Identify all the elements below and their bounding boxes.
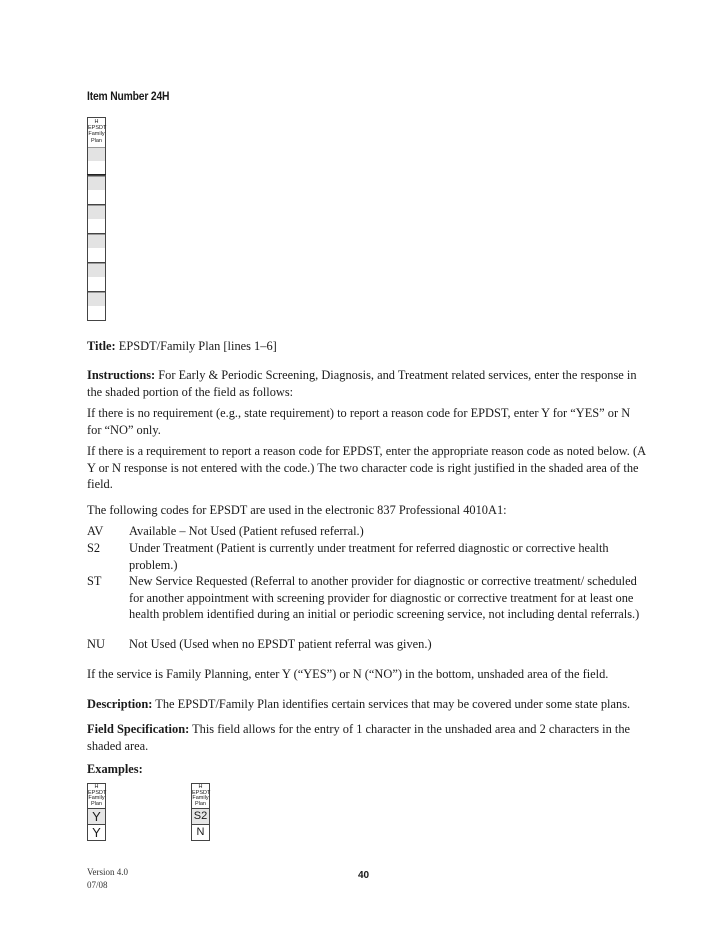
epsdt-field-column <box>87 117 106 321</box>
code-key: NU <box>87 637 105 651</box>
codes-intro: The following codes for EPSDT are used in the electronic 837 Professional 4010A1: <box>87 503 507 517</box>
field-line-4[interactable] <box>87 234 106 263</box>
examples-label: Examples: <box>87 762 143 776</box>
field-header: H EPSDT Family Plan <box>87 117 106 147</box>
code-key: ST <box>87 574 102 588</box>
field-line-5[interactable] <box>87 263 106 292</box>
field-divider-mark <box>87 174 106 175</box>
code-key: AV <box>87 524 104 538</box>
instructions-paragraph: Instructions: For Early & Periodic Screening, Diagnosis, and Treatment related services, enter the response in the shaded portion of the field as follows: <box>87 368 637 399</box>
example-header: H EPSDT Family Plan <box>191 783 210 809</box>
field-line-2[interactable] <box>87 176 106 205</box>
code-key: S2 <box>87 541 101 555</box>
example-field-yes <box>87 783 106 841</box>
instructions-requirement: If there is a requirement to report a reason code for EPDST, enter the appropriate reason code as noted below. (A Y or N response is not entered with the code.) The two character code is right justified in the shaded area of the field. <box>87 444 646 491</box>
footer-date: 07/08 <box>87 880 108 890</box>
page-number: 40 <box>358 870 370 881</box>
description-paragraph: Description: The EPSDT/Family Plan identifies certain services that may be covered under some state plans. <box>87 697 631 711</box>
instructions-no-requirement: If there is no requirement (e.g., state requirement) to report a reason code for EPDST, enter Y for “YES” or N for “NO” only. <box>87 406 631 437</box>
code-description: Not Used (Used when no EPSDT patient referral was given.) <box>129 637 432 651</box>
code-description: Under Treatment (Patient is currently under treatment for referred diagnostic or corrective health problem.) <box>129 541 609 572</box>
code-description: Available – Not Used (Patient refused referral.) <box>129 524 364 538</box>
item-number-heading: Item Number 24H <box>87 89 170 103</box>
example-unshaded-value: Y <box>87 825 106 841</box>
field-spec-paragraph: Field Specification: This field allows for the entry of 1 character in the unshaded area and 2 characters in the shaded area. <box>87 722 631 753</box>
example-header: H EPSDT Family Plan <box>87 783 106 809</box>
example-field-s2 <box>191 783 210 841</box>
code-description: New Service Requested (Referral to another provider for diagnostic or corrective treatment/ scheduled for another appointment with screening provider for diagnostic or corrective treatment for at least one health problem identified during an initial or periodic screening service, not including dental referrals.) <box>129 574 640 621</box>
field-line-1[interactable] <box>87 147 106 176</box>
field-line-6[interactable] <box>87 292 106 321</box>
example-shaded-value: Y <box>87 809 106 825</box>
example-unshaded-value: N <box>191 825 210 841</box>
family-planning-paragraph: If the service is Family Planning, enter Y (“YES”) or N (“NO”) in the bottom, unshaded area of the field. <box>87 667 609 681</box>
field-line-3[interactable] <box>87 205 106 234</box>
footer-version: Version 4.0 <box>87 867 128 877</box>
example-shaded-value: S2 <box>191 809 210 825</box>
title-paragraph: Title: EPSDT/Family Plan [lines 1–6] <box>87 339 277 353</box>
